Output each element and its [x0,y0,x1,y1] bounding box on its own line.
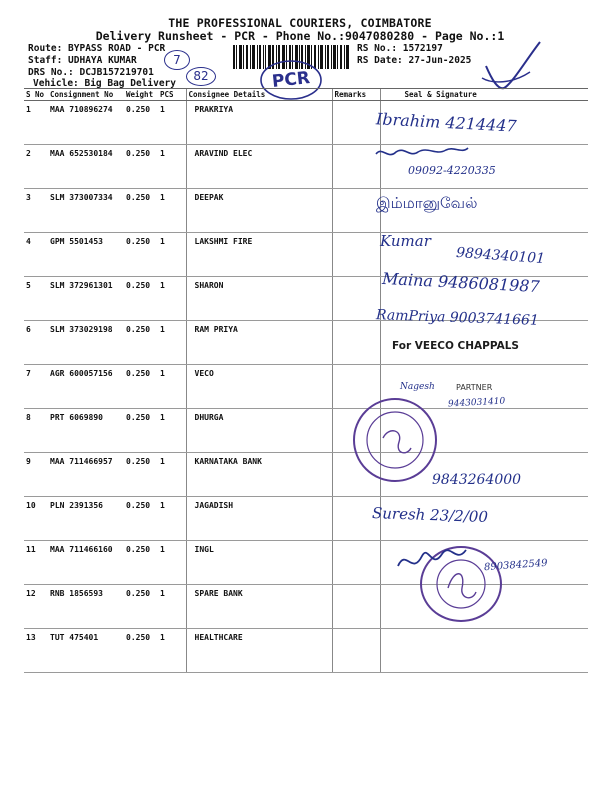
row-sno: 2 [24,145,48,189]
column-header-weight: Weight [124,89,158,101]
row-consignment-no: MAA 652530184 [48,145,124,189]
rs-number: RS No.: 1572197 [357,43,443,54]
table-row [24,189,588,233]
table-row [24,629,588,673]
row-pcs: 1 [158,453,186,497]
row-pcs: 1 [158,145,186,189]
circled-count-mark: 82 [186,67,216,86]
row-consignment-no: SLM 372961301 [48,277,124,321]
row-pcs: 1 [158,277,186,321]
row-pcs: 1 [158,365,186,409]
row-remarks [332,233,380,277]
company-title: THE PROFESSIONAL COURIERS, COIMBATORE [168,16,432,30]
row-pcs: 1 [158,101,186,145]
row-weight: 0.250 [124,145,158,189]
row-weight: 0.250 [124,629,158,673]
row-weight: 0.250 [124,541,158,585]
row-consignee: DHURGA [186,409,332,453]
row-sno: 6 [24,321,48,365]
row-consignment-no: PRT 6069890 [48,409,124,453]
table-row [24,409,588,453]
table-row [24,585,588,629]
pcr-stamp-text: PCR [271,68,311,92]
row-remarks [332,585,380,629]
row-remarks [332,629,380,673]
row-consignment-no: SLM 373007334 [48,189,124,233]
row-consignee: DEEPAK [186,189,332,233]
row-remarks [332,189,380,233]
row-consignment-no: GPM 5501453 [48,233,124,277]
row-consignee: JAGADISH [186,497,332,541]
row-consignment-no: PLN 2391356 [48,497,124,541]
row-consignment-no: AGR 600057156 [48,365,124,409]
row-remarks [332,101,380,145]
row-weight: 0.250 [124,497,158,541]
signature-row3: இம்மானுவேல் [376,194,478,212]
row-weight: 0.250 [124,585,158,629]
row-consignee: VECO [186,365,332,409]
row-sno: 3 [24,189,48,233]
row-consignee: KARNATAKA BANK [186,453,332,497]
column-header-consignment: Consignment No [48,89,124,101]
column-header-consignee: Consignee Details [186,89,332,101]
partner-stamp-label: PARTNER [456,383,493,392]
row-pcs: 1 [158,321,186,365]
row-remarks [332,321,380,365]
row-remarks [332,277,380,321]
veeco-company-stamp: For VEECO CHAPPALS [392,340,519,352]
row-weight: 0.250 [124,101,158,145]
rs-date: RS Date: 27-Jun-2025 [357,55,472,66]
signature-row10: 9843264000 [432,472,522,488]
signature-scribble-row13 [392,536,472,580]
bank-seal-graphic [355,400,435,480]
table-header-row [24,89,588,101]
row-consignment-no: MAA 711466957 [48,453,124,497]
row-consignment-no: SLM 373029198 [48,321,124,365]
signature-row2-phone: 09092-4220335 [408,164,496,177]
signature-row5: Maina 9486081987 [381,268,541,297]
row-weight: 0.250 [124,409,158,453]
signature-row4-phone: 9894340101 [455,244,546,268]
row-pcs: 1 [158,233,186,277]
row-consignee: ARAVIND ELEC [186,145,332,189]
row-pcs: 1 [158,497,186,541]
row-consignee: INGL [186,541,332,585]
row-weight: 0.250 [124,277,158,321]
signature-row6: RamPriya 9003741661 [375,307,540,329]
signature-row4: Kumar [380,232,431,250]
row-consignee: HEALTHCARE [186,629,332,673]
row-sno: 8 [24,409,48,453]
table-row [24,145,588,189]
row-weight: 0.250 [124,189,158,233]
row-consignee: RAM PRIYA [186,321,332,365]
column-header-pcs: PCS [158,89,186,101]
row-sno: 12 [24,585,48,629]
row-sno: 7 [24,365,48,409]
row-pcs: 1 [158,585,186,629]
row-weight: 0.250 [124,321,158,365]
column-header-seal-signature: Seal & Signature [380,89,588,101]
column-header-remarks: Remarks [332,89,380,101]
row-sno: 1 [24,101,48,145]
staff-label: Staff: UDHAYA KUMAR [28,55,137,66]
row-weight: 0.250 [124,453,158,497]
row-weight: 0.250 [124,233,158,277]
signature-row9-name: Nagesh [400,382,435,392]
row-consignment-no: TUT 475401 [48,629,124,673]
row-consignee: SPARE BANK [186,585,332,629]
row-sno: 13 [24,629,48,673]
karnataka-bank-seal [353,398,437,482]
signature-row11: Suresh 23/2/00 [371,503,489,527]
vehicle-label: Vehicle: Big Bag Delivery [33,78,176,89]
row-pcs: 1 [158,629,186,673]
runsheet-subtitle: Delivery Runsheet - PCR - Phone No.:9047080280 - Page No.:1 [95,29,505,43]
row-sno: 10 [24,497,48,541]
signature-row9-phone: 9443031410 [447,396,506,410]
row-consignment-no: RNB 1856593 [48,585,124,629]
row-consignee: SHARON [186,277,332,321]
row-pcs: 1 [158,541,186,585]
row-sno: 11 [24,541,48,585]
row-consignee: PRAKRIYA [186,101,332,145]
table-row [24,497,588,541]
route-label: Route: BYPASS ROAD - PCR [28,43,166,54]
circled-number-mark: 7 [164,50,190,70]
row-sno: 4 [24,233,48,277]
row-sno: 5 [24,277,48,321]
row-consignment-no: MAA 710896274 [48,101,124,145]
row-pcs: 1 [158,409,186,453]
column-header-sno: S No [24,89,48,101]
row-consignment-no: MAA 711466160 [48,541,124,585]
signature-row13-phone: 8903842549 [483,557,548,574]
row-weight: 0.250 [124,365,158,409]
row-consignee: LAKSHMI FIRE [186,233,332,277]
row-remarks [332,541,380,585]
row-signature-cell [380,629,588,673]
signature-scribble-row2 [372,144,472,162]
signature-row1: Ibrahim 4214447 [375,109,518,136]
runsheet-table [24,88,588,673]
drs-label: DRS No.: DCJB157219701 [28,67,154,78]
row-pcs: 1 [158,189,186,233]
row-sno: 9 [24,453,48,497]
